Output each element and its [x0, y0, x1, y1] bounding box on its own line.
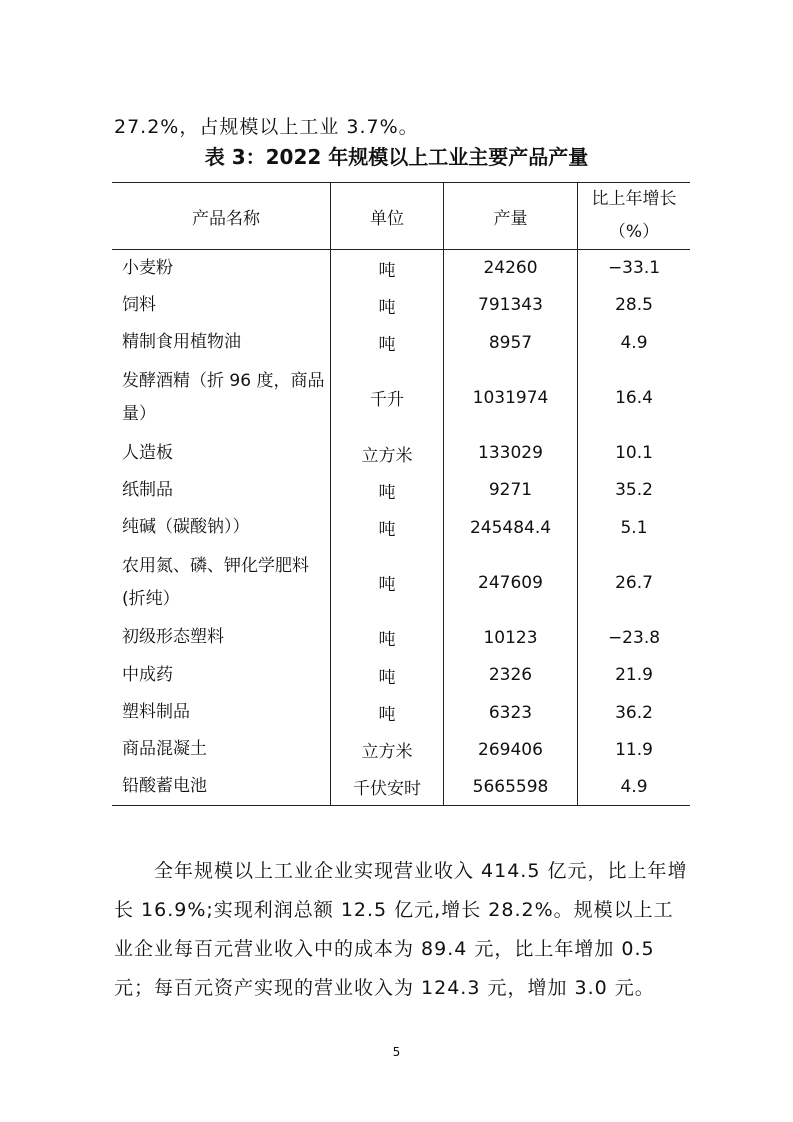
- cell-output: 2326: [444, 657, 578, 694]
- cell-growth: 5.1: [578, 509, 691, 546]
- product-output-table: [112, 182, 690, 806]
- cell-growth: 21.9: [578, 657, 691, 694]
- cell-growth: 11.9: [578, 731, 691, 768]
- cell-product-name: 小麦粉: [122, 257, 173, 278]
- cell-growth: 36.2: [578, 694, 691, 731]
- cell-unit: 吨: [331, 546, 444, 619]
- cell-unit: 立方米: [331, 434, 444, 471]
- table-row: [112, 324, 690, 361]
- cell-growth: −33.1: [578, 250, 691, 287]
- body-text: 全年规模以上工业企业实现营业收入 414.5 亿元，比上年增长 16.9%;实现利润总额 12.5 亿元,增长 28.2%。规模以上工业企业每百元营业收入中的成本为 89.4 元，比上年增加 0.5 元；每百元资产实现的营业收入为 124.3 元，增加 3.0 元。: [114, 860, 688, 999]
- cell-output: 133029: [444, 434, 578, 471]
- cell-output: 6323: [444, 694, 578, 731]
- cell-product-name: 中成药: [122, 664, 173, 685]
- table-header-row: [112, 183, 690, 250]
- table-row: [112, 731, 690, 768]
- cell-output: 8957: [444, 324, 578, 361]
- cell-growth: 28.5: [578, 287, 691, 324]
- page-number: 5: [392, 1045, 401, 1059]
- cell-unit: 吨: [331, 509, 444, 546]
- cell-product-name: 初级形态塑料: [122, 627, 224, 648]
- cell-product-name: 塑料制品: [122, 702, 190, 723]
- header-growth: 比上年增长（%）: [578, 183, 691, 250]
- body-paragraph: [114, 852, 689, 1008]
- cell-unit: 立方米: [331, 731, 444, 768]
- table-row: [112, 287, 690, 324]
- table-row: [112, 472, 690, 509]
- cell-growth: 16.4: [578, 361, 691, 434]
- table-row: [112, 694, 690, 731]
- cell-unit: 千升: [331, 361, 444, 434]
- cell-output: 9271: [444, 472, 578, 509]
- table-row: [112, 434, 690, 471]
- table-row: [112, 657, 690, 694]
- cell-output: 245484.4: [444, 509, 578, 546]
- header-product-name: 产品名称: [192, 208, 260, 229]
- table-row: [112, 619, 690, 656]
- cell-growth: −23.8: [578, 619, 691, 656]
- cell-product-name: 人造板: [122, 442, 173, 463]
- header-output: 产量: [444, 183, 578, 250]
- cell-product-name: 农用氮、磷、钾化学肥料(折纯）: [122, 555, 309, 609]
- cell-product-name: 纸制品: [122, 479, 173, 500]
- cell-output: 10123: [444, 619, 578, 656]
- table-row: [112, 361, 690, 434]
- cell-unit: 吨: [331, 324, 444, 361]
- table-title: 表 3：2022 年规模以上工业主要产品产量: [204, 145, 589, 169]
- cell-product-name: 精制食用植物油: [122, 332, 241, 353]
- cell-unit: 吨: [331, 250, 444, 287]
- table-row: [112, 768, 690, 805]
- cell-unit: 吨: [331, 657, 444, 694]
- cell-unit: 吨: [331, 619, 444, 656]
- cell-growth: 4.9: [578, 768, 691, 805]
- cell-output: 1031974: [444, 361, 578, 434]
- cell-product-name: 发酵酒精（折 96 度，商品量）: [122, 370, 325, 424]
- cell-unit: 吨: [331, 287, 444, 324]
- table-row: [112, 509, 690, 546]
- cell-unit: 吨: [331, 694, 444, 731]
- cell-output: 247609: [444, 546, 578, 619]
- cell-product-name: 商品混凝土: [122, 739, 207, 760]
- intro-paragraph: 27.2%，占规模以上工业 3.7%。: [114, 116, 419, 138]
- table-row: [112, 546, 690, 619]
- cell-growth: 10.1: [578, 434, 691, 471]
- cell-growth: 35.2: [578, 472, 691, 509]
- cell-product-name: 饲料: [122, 294, 156, 315]
- cell-output: 24260: [444, 250, 578, 287]
- cell-product-name: 铅酸蓄电池: [122, 776, 207, 797]
- cell-output: 269406: [444, 731, 578, 768]
- table-row: [112, 250, 690, 287]
- cell-output: 791343: [444, 287, 578, 324]
- cell-unit: 吨: [331, 472, 444, 509]
- header-unit: 单位: [331, 183, 444, 250]
- cell-product-name: 纯碱（碳酸钠））: [122, 517, 250, 538]
- cell-growth: 26.7: [578, 546, 691, 619]
- cell-output: 5665598: [444, 768, 578, 805]
- cell-unit: 千伏安时: [331, 768, 444, 805]
- cell-growth: 4.9: [578, 324, 691, 361]
